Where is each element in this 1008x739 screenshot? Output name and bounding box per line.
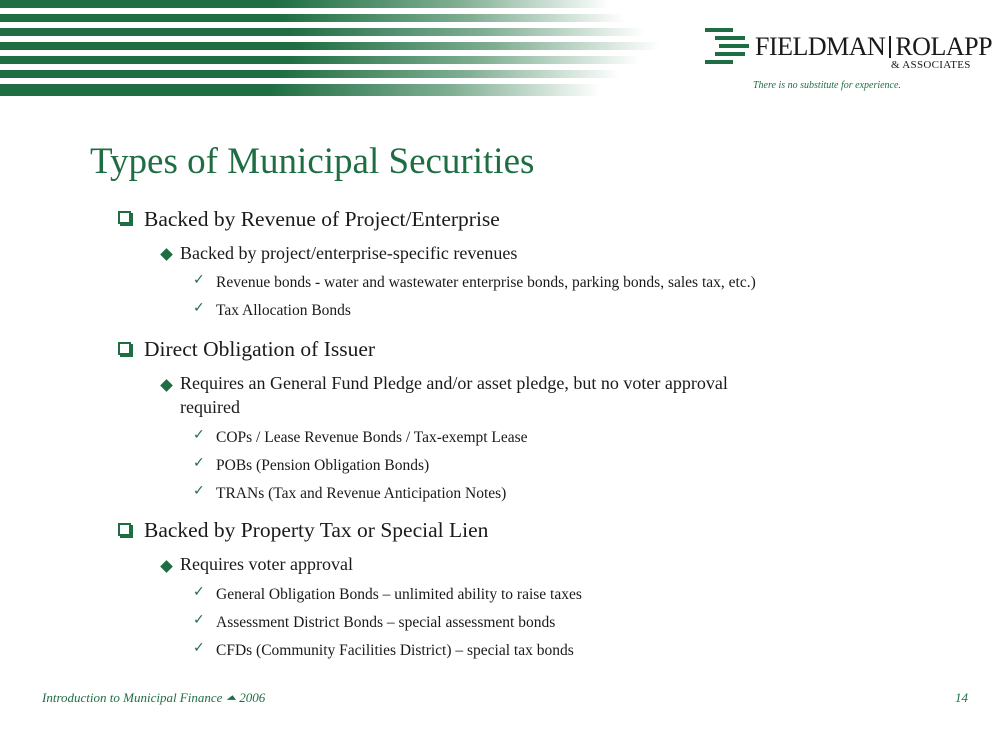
check-bullet-icon: ✓ [193, 612, 205, 628]
check-bullet-icon: ✓ [193, 483, 205, 499]
header-stripe [0, 42, 660, 50]
section-item: Assessment District Bonds – special assessment bonds [216, 614, 556, 631]
logo-name-right: ROLAPP [895, 32, 993, 61]
diamond-bullet-icon [160, 560, 173, 573]
footer-caption: Introduction to Municipal Finance ⏶ 2006 [42, 690, 266, 705]
header-stripe [0, 70, 620, 78]
section-subpoint: Requires voter approval [180, 554, 353, 574]
header-stripe [0, 56, 640, 64]
header-stripe [0, 14, 625, 22]
logo-tagline: There is no substitute for experience. [753, 80, 901, 91]
section-subpoint: Backed by project/enterprise-specific revenues [180, 243, 518, 263]
check-bullet-icon: ✓ [193, 640, 205, 656]
check-bullet-icon: ✓ [193, 427, 205, 443]
logo-associates: & ASSOCIATES [891, 59, 971, 71]
check-bullet-icon: ✓ [193, 455, 205, 471]
check-bullet-icon: ✓ [193, 272, 205, 288]
company-logo [705, 26, 995, 96]
square-bullet-icon [118, 211, 131, 224]
check-bullet-icon: ✓ [193, 584, 205, 600]
section-heading: Backed by Property Tax or Special Lien [144, 518, 489, 542]
check-bullet-icon: ✓ [193, 300, 205, 316]
section-item: CFDs (Community Facilities District) – special tax bonds [216, 642, 574, 659]
section-item: COPs / Lease Revenue Bonds / Tax-exempt Lease [216, 429, 528, 446]
section-item: General Obligation Bonds – unlimited ability to raise taxes [216, 586, 582, 603]
section-item: TRANs (Tax and Revenue Anticipation Notes) [216, 485, 507, 502]
diamond-bullet-icon [160, 248, 173, 261]
section-heading: Direct Obligation of Issuer [144, 337, 376, 361]
logo-separator [889, 36, 891, 58]
logo-name-left: FIELDMAN [755, 32, 886, 61]
section-item: POBs (Pension Obligation Bonds) [216, 457, 430, 474]
header-stripe [0, 28, 645, 36]
slide-title: Types of Municipal Securities [90, 141, 535, 182]
square-bullet-icon [118, 342, 131, 355]
header-stripe [0, 0, 610, 8]
header-stripes [0, 0, 680, 96]
header-stripe [0, 84, 600, 96]
logo-mark-icon [705, 26, 751, 68]
section-subpoint: Requires an General Fund Pledge and/or asset pledge, but no voter approval [180, 373, 728, 393]
section-item: Tax Allocation Bonds [216, 302, 351, 319]
page-number: 14 [955, 690, 968, 705]
section-item: Revenue bonds - water and wastewater enterprise bonds, parking bonds, sales tax, etc.) [216, 274, 756, 291]
section-subpoint-continued: required [180, 397, 240, 417]
square-bullet-icon [118, 523, 131, 536]
logo-name [755, 32, 992, 62]
section-heading: Backed by Revenue of Project/Enterprise [144, 207, 500, 231]
diamond-bullet-icon [160, 379, 173, 392]
